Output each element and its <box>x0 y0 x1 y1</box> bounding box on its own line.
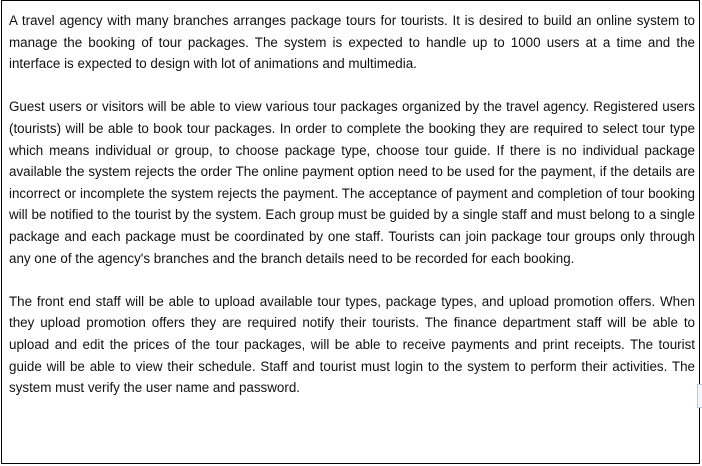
paragraph-staff: The front end staff will be able to upload available tour types, package types, and upload promotion offers. When they upload promotion offers they are required notify their tourists. The finance department staff will be able to upload and edit the prices of the tour packages, will be able to receive payments and print receipts. The tourist guide will be able to view their schedule. Staff and tourist must login to the system to perform their activities. The system must verify the user name and password. <box>9 293 695 396</box>
scroll-edge-marker <box>697 384 702 408</box>
paragraph-booking: Guest users or visitors will be able to view various tour packages organized by the travel agency. Registered users (tourists) will be able to book tour packages. In order to complete the booking they are required to select tour type which means individual or group, to choose package type, choose tour guide. If there is no individual package available the system rejects the order The online payment option need to be used for the payment, if the details are incorrect or incomplete the system rejects the payment. The acceptance of payment and completion of tour booking will be notified to the tourist by the system. Each group must be guided by a single staff and must belong to a single package and each package must be coordinated by one staff. Tourists can join package tour groups only through any one of the agency's branches and the branch details need to be recorded for each booking. <box>9 99 695 266</box>
paragraph-intro: A travel agency with many branches arranges package tours for tourists. It is desired to build an online system to manage the booking of tour packages. The system is expected to handle up to 1000 users at a time and the interface is expected to design with lot of animations and multimedia. <box>9 13 695 72</box>
document-body <box>9 10 695 420</box>
